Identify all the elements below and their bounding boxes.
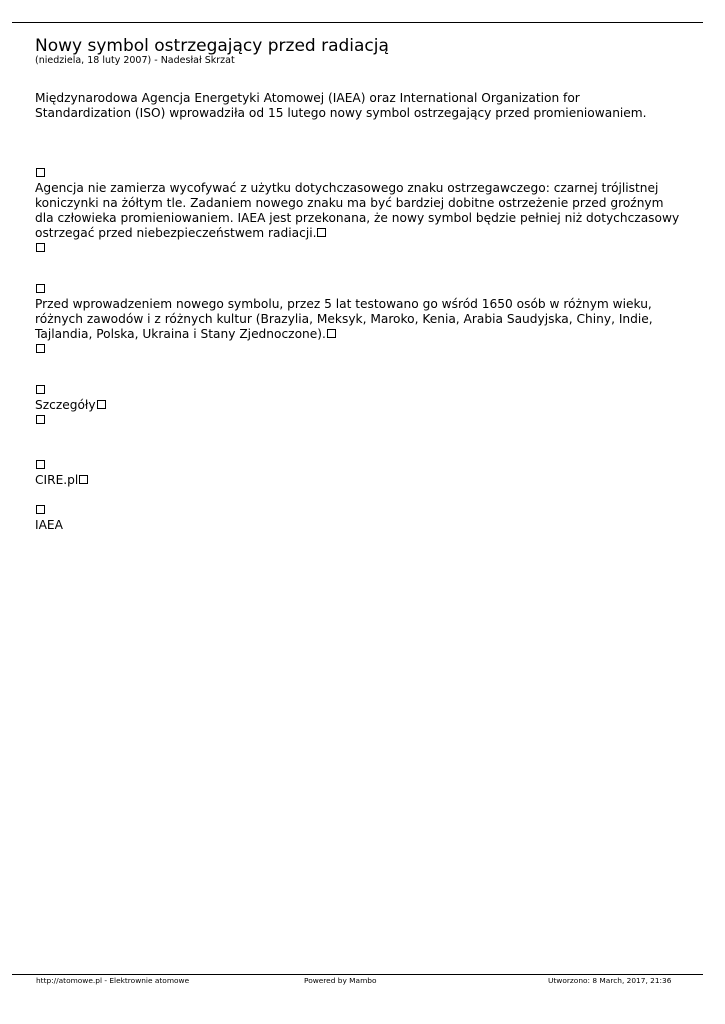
placeholder-glyph-row	[35, 383, 695, 398]
missing-glyph-icon	[36, 168, 45, 177]
placeholder-glyph-row	[35, 413, 695, 428]
paragraph-agency	[35, 181, 695, 241]
body-line: ostrzegać przed niebezpieczeństwem radiacji.	[35, 226, 317, 240]
intro-line: Międzynarodowa Agencja Energetyki Atomowej (IAEA) oraz International Organization for	[35, 91, 580, 105]
footer-created-date: Utworzono: 8 March, 2017, 21:36	[548, 976, 672, 985]
header-rule	[12, 22, 703, 23]
footer-rule	[12, 974, 703, 975]
placeholder-glyph-row	[35, 458, 695, 473]
intro-paragraph	[35, 91, 695, 121]
footer-powered-by: Powered by Mambo	[304, 976, 377, 985]
missing-glyph-icon	[36, 415, 45, 424]
cire-link-row[interactable]	[35, 473, 695, 488]
details-link-row[interactable]	[35, 398, 695, 413]
article-body	[35, 91, 695, 533]
details-link[interactable]: Szczegóły	[35, 398, 96, 412]
article-byline: (niedziela, 18 luty 2007) - Nadesłał Skrzat	[35, 55, 235, 66]
placeholder-glyph-row	[35, 166, 695, 181]
body-line: Agencja nie zamierza wycofywać z użytku dotychczasowego znaku ostrzegawczego: czarnej trójlistnej	[35, 181, 659, 195]
iaea-link-row[interactable]	[35, 518, 695, 533]
body-line: różnych zawodów i z różnych kultur (Brazylia, Meksyk, Maroko, Kenia, Arabia Saudyjska, Chiny, Indie,	[35, 312, 653, 326]
placeholder-glyph-row	[35, 503, 695, 518]
body-line: dla człowieka promieniowaniem. IAEA jest przekonana, że nowy symbol będzie pełniej niż dotychczasowy	[35, 211, 680, 225]
paragraph-testing	[35, 297, 695, 342]
placeholder-glyph-row	[35, 282, 695, 297]
body-line: Przed wprowadzeniem nowego symbolu, przez 5 lat testowano go wśród 1650 osób w różnym wieku,	[35, 297, 652, 311]
article-title: Nowy symbol ostrzegający przed radiacją	[35, 36, 389, 56]
missing-glyph-icon	[97, 400, 106, 409]
placeholder-glyph-row	[35, 342, 695, 357]
missing-glyph-icon	[317, 228, 326, 237]
intro-line: Standardization (ISO) wprowadziła od 15 lutego nowy symbol ostrzegający przed promieniowaniem.	[35, 106, 647, 120]
missing-glyph-icon	[79, 475, 88, 484]
missing-glyph-icon	[327, 329, 336, 338]
placeholder-glyph-row	[35, 241, 695, 256]
missing-glyph-icon	[36, 243, 45, 252]
missing-glyph-icon	[36, 284, 45, 293]
missing-glyph-icon	[36, 344, 45, 353]
body-line: koniczynki na żółtym tle. Zadaniem nowego znaku ma być bardziej dobitne ostrzeżenie przed groźnym	[35, 196, 664, 210]
missing-glyph-icon	[36, 460, 45, 469]
missing-glyph-icon	[36, 385, 45, 394]
iaea-link[interactable]: IAEA	[35, 518, 63, 532]
footer-site-url: http://atomowe.pl - Elektrownie atomowe	[36, 976, 190, 985]
cire-link[interactable]: CIRE.pl	[35, 473, 79, 487]
body-line: Tajlandia, Polska, Ukraina i Stany Zjednoczone).	[35, 327, 326, 341]
missing-glyph-icon	[36, 505, 45, 514]
